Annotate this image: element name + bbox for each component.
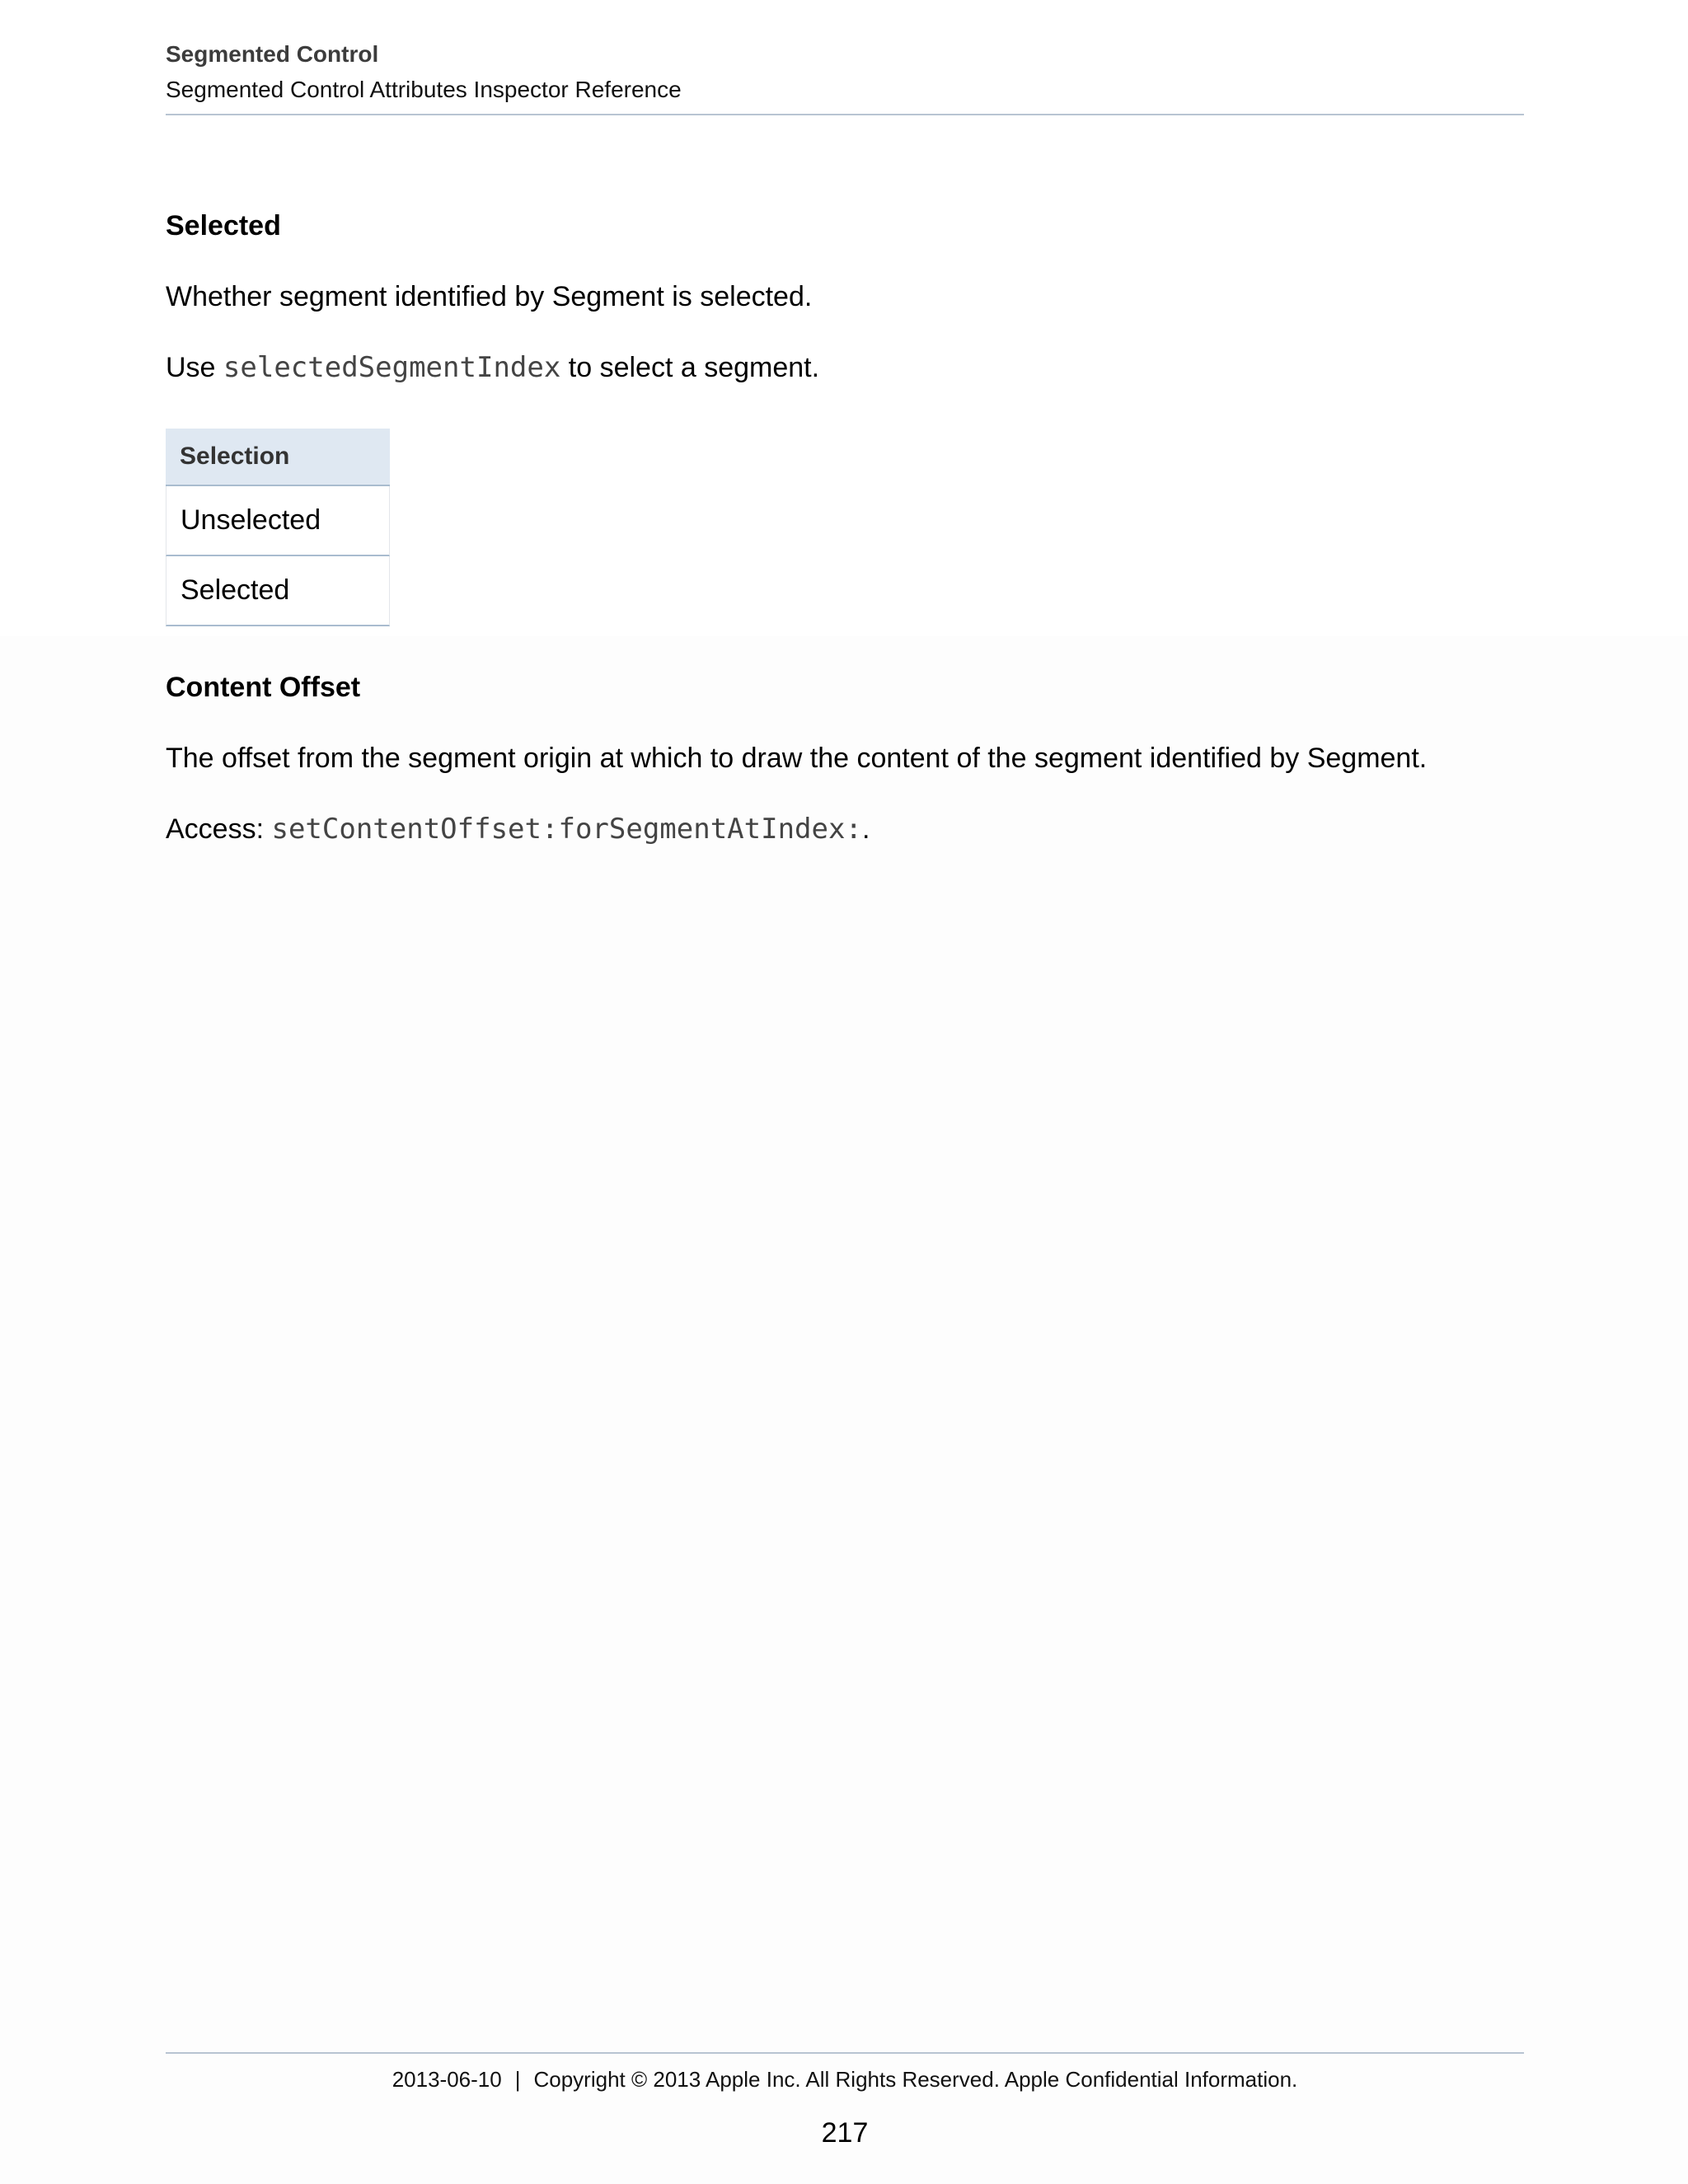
footer-copyright: Copyright © 2013 Apple Inc. All Rights Reserved. Apple Confidential Information. bbox=[533, 2067, 1298, 2092]
selected-usage-block bbox=[166, 349, 1524, 386]
content-offset-access-block bbox=[166, 811, 1524, 847]
table-row: Unselected bbox=[166, 486, 390, 556]
selected-heading: Selected bbox=[166, 210, 281, 241]
usage-prefix: Use bbox=[166, 352, 223, 383]
selected-usage bbox=[166, 349, 1524, 386]
page-header bbox=[166, 38, 1524, 106]
selected-heading-block bbox=[166, 208, 1524, 244]
selected-segment-index-code: selectedSegmentIndex bbox=[223, 351, 561, 384]
selection-table bbox=[166, 429, 390, 626]
header-section-title: Segmented Control Attributes Inspector Reference bbox=[166, 77, 682, 102]
table-row: Selected bbox=[166, 556, 390, 626]
header-chapter-title: Segmented Control bbox=[166, 41, 379, 67]
content-offset-access bbox=[166, 811, 1524, 847]
header-divider bbox=[166, 114, 1524, 115]
content-offset-description-block bbox=[166, 740, 1524, 776]
access-suffix: . bbox=[861, 813, 870, 845]
selected-description-block bbox=[166, 279, 1524, 315]
usage-suffix: to select a segment. bbox=[560, 352, 820, 383]
content-offset-description: The offset from the segment origin at which to draw the content of the segment identified by Segment. bbox=[166, 743, 1428, 774]
page-number: 217 bbox=[821, 2117, 869, 2149]
footer-date: 2013-06-10 bbox=[392, 2067, 502, 2092]
selection-table-header: Selection bbox=[166, 429, 390, 486]
set-content-offset-code: setContentOffset:forSegmentAtIndex: bbox=[271, 813, 862, 846]
footer-divider bbox=[166, 2052, 1524, 2054]
content-offset-heading: Content Offset bbox=[166, 672, 361, 703]
footer-separator: | bbox=[514, 2067, 521, 2092]
selected-description: Whether segment identified by Segment is selected. bbox=[166, 281, 813, 312]
content-offset-heading-block bbox=[166, 669, 1524, 705]
page-footer bbox=[166, 2064, 1524, 2094]
access-prefix: Access: bbox=[166, 813, 272, 845]
